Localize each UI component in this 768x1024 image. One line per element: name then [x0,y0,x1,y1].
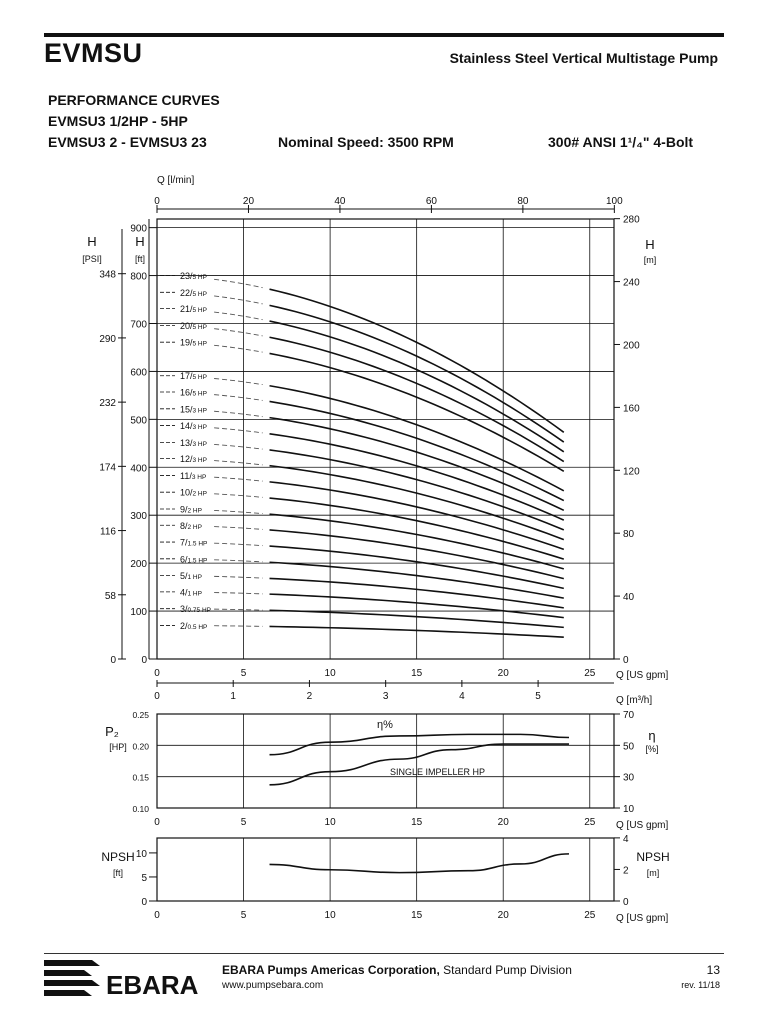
curve-label [180,288,207,298]
head-x-axis-label: Q [US gpm] [616,670,669,681]
curve-label [180,521,202,531]
curve-dashed-segment [214,378,262,384]
section-title: PERFORMANCE CURVES [48,92,220,108]
m-tick-label: 160 [623,403,640,415]
npsh-m-tick-label: 4 [623,833,629,845]
power-curve-label: SINGLE IMPELLER HP [390,767,486,777]
curve-label [180,571,202,581]
curve-dashed-segment [214,395,262,401]
power-x-tick-label: 0 [154,817,160,828]
eta-axis-title: η [648,728,656,743]
m-tick-label: 120 [623,466,640,478]
ft-axis-unit: [ft] [134,254,146,264]
curve-stage-count: 21/ [180,304,193,315]
ft-tick-label: 500 [130,415,147,427]
curve-label [180,304,207,314]
curve-dashed-segment [214,461,262,465]
ft-tick-label: 900 [130,223,147,235]
curve-label [180,388,207,398]
npsh-right-title: NPSH [636,850,670,864]
ft-tick-label: 400 [130,463,147,475]
npsh-left-title: NPSH [101,850,135,864]
flange-spec: 300# ANSI 1¹/₄" 4-Bolt [548,134,694,150]
curve-dashed-segment [214,576,262,578]
lmin-tick-label: 0 [154,196,160,207]
curve-dashed-segment [214,543,262,545]
m3h-tick-label: 5 [535,691,541,702]
curve-stage-count: 19/ [180,337,193,348]
efficiency-curve-label: η% [377,719,393,731]
curve-dashed-segment [214,593,262,594]
head-x-tick-label: 5 [240,668,247,679]
curve-stage-count: 4/ [180,587,188,598]
npsh-x-tick-label: 25 [584,910,596,921]
curve-hp-rating: 1.5 HP [187,557,208,565]
curve-label [180,471,206,481]
curve-stage-count: 7/ [180,537,188,548]
m-tick-label: 200 [623,340,640,352]
lmin-tick-label: 80 [517,196,529,207]
p2-axis-unit: [HP] [109,742,127,752]
p2-axis-title: P₂ [105,724,119,739]
ft-axis-title: H [135,234,145,249]
page-number: 13 [706,963,720,977]
psi-axis-unit: [PSI] [82,254,102,264]
curve-stage-count: 6/ [180,554,188,565]
lmin-axis-label: Q [l/min] [157,175,195,186]
ft-tick-label: 300 [130,511,147,523]
psi-tick-label: 232 [99,398,116,410]
curve-hp-rating: 5 HP [192,307,207,315]
lmin-tick-label: 40 [334,196,346,207]
curve-stage-count: 13/ [180,437,193,448]
curve-dashed-segment [214,477,262,481]
curve-label [180,338,207,348]
npsh-ft-tick-label: 0 [141,897,147,908]
m3h-tick-label: 4 [459,691,465,702]
company-line [222,963,572,977]
curve-hp-rating: 3 HP [192,424,207,432]
curve-hp-rating: 3 HP [191,473,207,481]
npsh-ft-tick-label: 5 [141,872,147,884]
curve-stage-count: 11/ [180,470,192,481]
npsh-m-tick-label: 0 [623,897,629,908]
curve-hp-rating: 0.5 HP [187,623,208,631]
psi-axis-title: H [87,234,97,249]
curve-stage-count: 23/ [180,271,193,282]
ft-tick-label: 800 [130,271,147,283]
curve-stage-count: 3/ [180,604,188,615]
psi-tick-label: 0 [110,655,116,666]
power-x-tick-label: 10 [324,817,336,828]
npsh-ft-unit: [ft] [112,868,124,878]
curve-hp-rating: 1 HP [187,574,202,582]
psi-tick-label: 174 [99,462,116,474]
curve-stage-count: 16/ [180,387,193,398]
power-x-tick-label: 15 [411,817,423,828]
website-link[interactable]: www.pumpsebara.com [222,980,324,991]
npsh-x-tick-label: 5 [240,910,247,921]
lmin-tick-label: 100 [606,196,623,207]
npsh-x-tick-label: 10 [324,910,336,921]
curve-label [180,454,207,464]
curve-label [180,438,207,448]
curve-dashed-segment [214,609,262,610]
p2-tick-label: 0.10 [132,804,149,814]
m-tick-label: 240 [623,277,640,289]
eta-tick-label: 30 [623,772,635,784]
curve-hp-rating: 1 HP [187,590,202,598]
npsh-m-tick-label: 2 [623,865,629,877]
curve-label [180,404,207,414]
power-x-tick-label: 25 [584,817,596,828]
eta-tick-label: 10 [623,804,635,815]
curve-hp-rating: 5 HP [192,323,207,331]
footer-rule [44,953,724,954]
power-curve [270,744,569,785]
psi-tick-label: 290 [99,333,116,345]
curve-stage-count: 9/ [180,504,188,515]
ft-tick-label: 100 [130,607,147,619]
curve-label [180,421,207,431]
m3h-tick-label: 3 [382,691,389,702]
curve-stage-count: 20/ [180,320,193,331]
m3h-tick-label: 2 [306,691,313,702]
curve-stage-count: 8/ [180,520,188,531]
curve-dashed-segment [214,444,262,449]
npsh-plot-frame [157,838,614,901]
npsh-ft-tick-label: 10 [135,848,147,860]
curve-hp-rating: 2 HP [187,523,202,531]
curve-hp-rating: 1.5 HP [187,540,208,548]
curve-label [180,538,207,548]
npsh-curve [270,854,569,873]
m-axis-title: H [645,237,655,252]
p2-tick-label: 0.25 [132,710,149,720]
ft-tick-label: 700 [130,319,147,331]
curve-stage-count: 22/ [180,287,193,298]
curve-stage-count: 5/ [180,571,188,582]
curve-hp-rating: 2 HP [187,507,202,515]
lmin-tick-label: 20 [242,196,255,207]
curve-dashed-segment [214,296,262,304]
m-tick-label: 40 [623,592,635,604]
curve-stage-count: 12/ [180,454,193,465]
m3h-axis-label: Q [m³/h] [616,695,653,706]
curve-stage-count: 15/ [180,404,193,415]
eta-axis-unit: [%] [645,744,659,754]
ft-tick-label: 600 [130,367,147,379]
curve-hp-rating: 5 HP [192,274,207,282]
curve-hp-rating: 3 HP [192,407,207,415]
curve-label [180,504,202,514]
m3h-tick-label: 0 [154,691,160,702]
curve-stage-count: 17/ [180,371,193,382]
curve-label [180,604,211,614]
curve-dashed-segment [214,428,262,433]
m-tick-label: 80 [623,529,635,541]
curve-stage-count: 10/ [180,487,193,498]
curve-dashed-segment [214,510,262,513]
curve-label [180,554,207,564]
psi-tick-label: 116 [100,526,116,538]
curve-label [180,587,202,597]
ft-tick-label: 0 [141,655,147,666]
curve-hp-rating: 5 HP [192,374,207,382]
curve-hp-rating: 5 HP [192,340,207,348]
head-x-tick-label: 0 [154,668,160,679]
power-x-tick-label: 5 [240,817,247,828]
npsh-m-unit: [m] [646,868,660,878]
division-name: Standard Pump Division [439,963,572,977]
npsh-x-tick-label: 0 [154,910,160,921]
curve-hp-rating: 2 HP [192,490,207,498]
ebara-logo [44,956,204,1002]
logo-wordmark: EBARA [106,970,199,1000]
curve-dashed-segment [214,560,262,562]
head-x-tick-label: 25 [584,668,596,679]
npsh-x-tick-label: 15 [411,910,423,921]
curve-hp-rating: 3 HP [192,440,207,448]
power-x-axis-label: Q [US gpm] [616,820,669,831]
curve-dashed-segment [214,411,262,416]
curve-hp-rating: 0.75 HP [187,607,212,615]
curve-label [180,271,207,281]
curve-label [180,371,207,381]
curve-dashed-segment [214,329,262,336]
curve-label [180,488,207,498]
curve-dashed-segment [214,527,262,530]
curve-dashed-segment [214,345,262,352]
curve-stage-count: 14/ [180,421,193,432]
curve-hp-rating: 5 HP [192,290,207,298]
revision: rev. 11/18 [681,980,720,990]
ft-tick-label: 200 [130,559,147,571]
p2-tick-label: 0.15 [132,772,149,783]
curve-dashed-segment [214,312,262,320]
curve-dashed-segment [214,626,262,627]
npsh-x-axis-label: Q [US gpm] [616,913,669,924]
psi-tick-label: 348 [99,269,116,281]
eta-tick-label: 50 [623,741,635,753]
curve-hp-rating: 3 HP [192,457,207,465]
model-range: EVMSU3 2 - EVMSU3 23 [48,134,207,150]
document-code: EVMSU [44,38,143,68]
curve-hp-rating: 5 HP [192,390,207,398]
company-name: EBARA Pumps Americas Corporation, [222,963,440,977]
curve-stage-count: 2/ [180,620,188,631]
curve-dashed-segment [214,279,262,287]
power-x-tick-label: 20 [497,817,509,828]
curve-label [180,321,207,331]
head-x-tick-label: 15 [411,668,423,679]
head-x-tick-label: 20 [497,668,509,679]
m-axis-unit: [m] [643,255,657,265]
head-x-tick-label: 10 [324,668,336,679]
m-tick-label: 280 [623,214,640,226]
p2-tick-label: 0.20 [132,741,149,752]
lmin-tick-label: 60 [425,196,437,207]
nominal-speed: Nominal Speed: 3500 RPM [278,134,454,150]
curve-dashed-segment [214,494,262,498]
curve-label [180,621,207,631]
m3h-tick-label: 1 [230,691,236,702]
npsh-x-tick-label: 20 [497,910,509,921]
document-subtitle: Stainless Steel Vertical Multistage Pump [449,50,718,66]
psi-tick-label: 58 [104,590,116,602]
hp-range: EVMSU3 1/2HP - 5HP [48,113,188,129]
eta-tick-label: 70 [623,710,635,721]
m-tick-label: 0 [623,655,629,666]
